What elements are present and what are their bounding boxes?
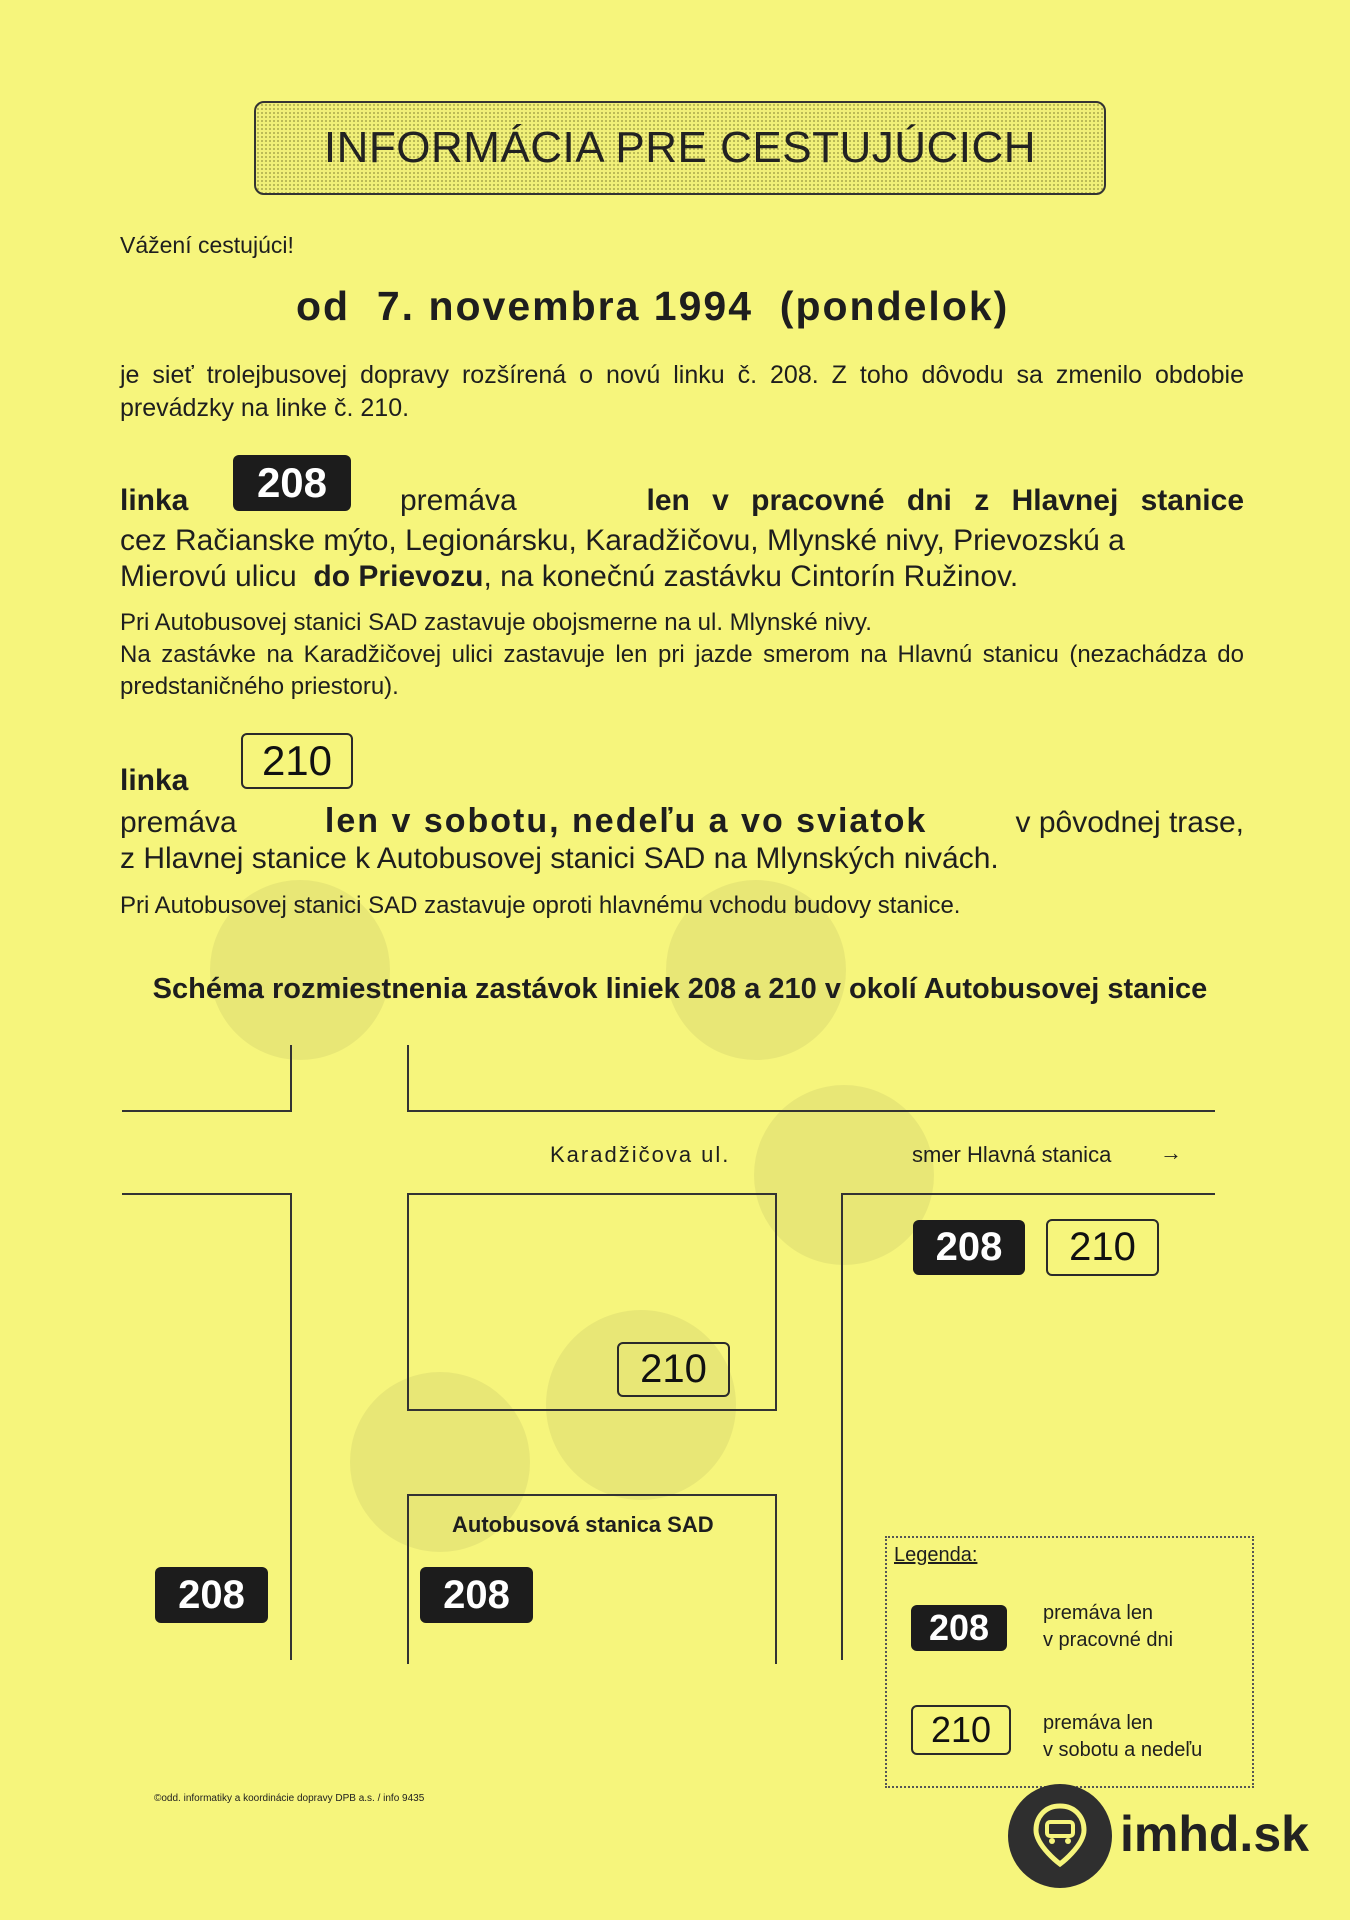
legend-208-line2: v pracovné dni (1043, 1629, 1174, 1651)
effective-date: od 7. novembra 1994 (pondelok) (296, 283, 1010, 329)
bus-station-label: Autobusová stanica SAD (452, 1512, 714, 1537)
intro-text: je sieť trolejbusovej dopravy rozšírená o novú linku č. 208. Z toho dôvodu sa zmenilo obdobie prevádzky na linke č. 210. (120, 361, 1244, 422)
line-208-dest-bold: do Prievozu (313, 560, 484, 593)
line-208-label: linka (120, 484, 189, 517)
legend-208-line1: premáva len (1043, 1602, 1154, 1624)
line-208-terminus: , na konečnú zastávku Cintorín Ružinov. (483, 560, 1019, 593)
stop-208-station: 208 (420, 1567, 533, 1623)
bus-pin-icon (1008, 1784, 1112, 1888)
legend-208-badge: 208 (911, 1605, 1007, 1651)
footer-copyright: ©odd. informatiky a koordinácie dopravy DPB a.s. / info 9435 (154, 1793, 425, 1804)
line-208-text: premáva (400, 484, 517, 517)
line-210-desc-1 (120, 802, 1244, 841)
line-210-badge: 210 (241, 733, 353, 789)
street-line (122, 1193, 292, 1195)
line-208-badge: 208 (233, 455, 351, 511)
street-line (841, 1193, 843, 1660)
street-line (290, 1045, 292, 1112)
street-line (407, 1110, 1215, 1112)
street-line (122, 1110, 292, 1112)
page-title: INFORMÁCIA PRE CESTUJÚCICH (323, 123, 1037, 172)
stop-210-station: 210 (617, 1342, 730, 1397)
street-line (407, 1045, 409, 1112)
legend-210-desc (1043, 1710, 1202, 1764)
line-208-destination (120, 560, 1018, 594)
line-210-label: linka (120, 764, 189, 797)
legend-210-line2: v sobotu a nedeľu (1043, 1739, 1203, 1761)
watermark-circle (754, 1085, 934, 1265)
line-208-street: Mierovú ulicu (120, 560, 297, 593)
street-name: Karadžičova ul. (550, 1142, 731, 1167)
direction-label: smer Hlavná stanica (912, 1142, 1112, 1167)
legend-210-badge: 210 (911, 1705, 1011, 1755)
line-210-note: Pri Autobusovej stanici SAD zastavuje oproti hlavnému vchodu budovy stanice. (120, 892, 961, 919)
legend-box (885, 1536, 1254, 1788)
legend-title: Legenda: (894, 1544, 978, 1566)
line-208-desc-1 (400, 484, 1244, 518)
line-208-note-2: Na zastávke na Karadžičovej ulici zastavuje len pri jazde smerom na Hlavnú stanicu (nezachádza do predstaničného priestoru). (120, 641, 1244, 700)
street-line (841, 1193, 1215, 1195)
line-208-route: cez Račianske mýto, Legionársku, Karadžičovu, Mlynské nivy, Prievozskú a (120, 524, 1125, 557)
line-210-route: v pôvodnej trase, (1015, 806, 1244, 839)
legend-210-line1: premáva len (1043, 1712, 1154, 1734)
stop-210-karadzicova: 210 (1046, 1219, 1159, 1276)
street-line (290, 1193, 292, 1660)
legend-208-desc (1043, 1600, 1173, 1654)
line-208-bold: len v pracovné dni z Hlavnej stanice (646, 484, 1244, 517)
greeting: Vážení cestujúci! (120, 232, 294, 258)
brand-name: imhd.sk (1120, 1806, 1309, 1862)
line-210-text: premáva (120, 806, 237, 839)
line-208-note-1: Pri Autobusovej stanici SAD zastavuje obojsmerne na ul. Mlynské nivy. (120, 609, 872, 636)
stop-208-karadzicova: 208 (913, 1220, 1025, 1275)
title-banner (254, 101, 1106, 195)
line-210-bold: len v sobotu, nedeľu a vo sviatok (324, 802, 928, 840)
line-210-desc-2: z Hlavnej stanice k Autobusovej stanici SAD na Mlynských nivách. (120, 842, 999, 875)
schema-title: Schéma rozmiestnenia zastávok liniek 208 a 210 v okolí Autobusovej stanice (152, 973, 1208, 1005)
arrow-right-icon: → (1160, 1140, 1182, 1165)
stop-208-west: 208 (155, 1567, 268, 1623)
